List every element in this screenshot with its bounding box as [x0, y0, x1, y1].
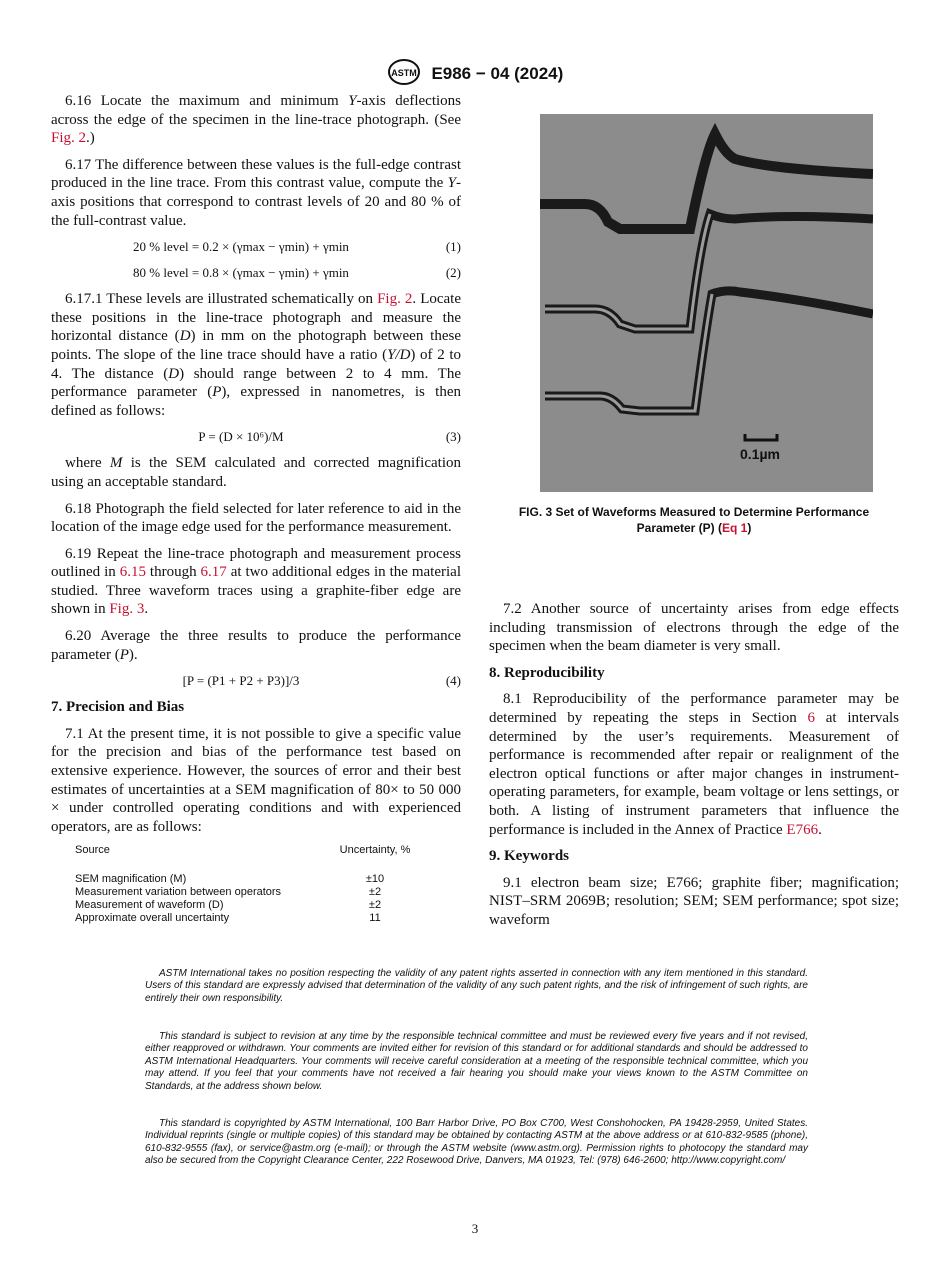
para-6-17: 6.17 The difference between these values is the full-edge contrast produced in the line trace. From this contrast value, compute the Y-axis positions that correspond to contrast levels of 20 and 80 % of the full-contrast value.: [51, 156, 461, 229]
scale-label: 0.1µm: [740, 446, 780, 462]
link-e766[interactable]: E766: [786, 821, 819, 838]
footer-patent-notice: ASTM International takes no position respecting the validity of any patent rights asserted in connection with any item mentioned in this standard. Users of this standard are expressly advised that determination of the validity of any such patent rights, and the risk of infringement of such rights, are entirely their own responsibility.: [145, 968, 808, 1004]
page-header: [0, 58, 950, 91]
link-6-17[interactable]: 6.17: [200, 564, 227, 581]
left-column: [51, 92, 461, 925]
section-7-heading: 7. Precision and Bias: [51, 699, 185, 716]
para-8-1: 8.1 Reproducibility of the performance parameter may be determined by repeating the steps in Section 6 at intervals determined by the user’s requirements. Measurement of performance is recommended after repair or realignment of the electron optical functions or after major changes in instrument-operating parameters, for example, beam voltage or lens settings, or both. A listing of instrument parameters that influence the performance is included in the Annex of Practice E766.: [489, 691, 899, 838]
link-fig-2[interactable]: Fig. 2: [51, 130, 87, 147]
para-6-17-1: 6.17.1 These levels are illustrated schematically on Fig. 2. Locate these positions in the line-trace photograph and measure the horizontal distance (D) in mm on the photograph between these points. The slope of the line trace should have a ratio (Y/D) of 2 to 4. The distance (D) should range between 2 to 4 mm. The performance parameter (P), expressed in nanometres, is then defined as follows:: [51, 291, 462, 419]
astm-logo: [387, 58, 421, 91]
link-section-6[interactable]: 6: [807, 709, 816, 726]
section-9-heading: 9. Keywords: [489, 848, 569, 865]
para-6-19: 6.19 Repeat the line-trace photograph and measurement process outlined in 6.15 through 6.17 at two additional edges in the material studied. Three waveform traces using a graphite-fiber edge are shown in Fig. 3.: [51, 545, 461, 618]
equation-3: P = (D × 10⁶)/M (3): [198, 429, 461, 445]
table-header: Source: [75, 844, 110, 857]
table-row: SEM magnification (M) ±10: [75, 873, 385, 886]
para-6-20: 6.20 Average the three results to produce the performance parameter (P).: [51, 628, 461, 663]
link-6-15[interactable]: 6.15: [119, 564, 146, 581]
right-column: [489, 600, 899, 938]
equation-2: 80 % level = 0.8 × (γmax − γmin) + γmin (2): [133, 265, 461, 281]
designation: E986 − 04 (2024): [431, 63, 564, 83]
para-7-1: 7.1 At the present time, it is not possible to give a specific value for the precision and bias of the performance test based on extensive experience. However, the sources of error and their best estimates of uncertainties at a SEM magnification of 80× to 50 000 × under controlled operating conditions and with experienced operators, are as follows:: [51, 725, 461, 835]
link-fig-2[interactable]: Fig. 2: [377, 291, 413, 308]
waveform-figure: [540, 114, 873, 492]
logo-text: ASTM: [390, 68, 417, 78]
section-8-heading: 8. Reproducibility: [489, 664, 605, 681]
page-number: 3: [471, 1221, 479, 1236]
equation-4: [P = (P1 + P2 + P3)]/3 (4): [182, 673, 461, 689]
table-row: Measurement of waveform (D) ±2: [75, 899, 382, 912]
para-9-1: 9.1 electron beam size; E766; graphite fiber; magnification; NIST–SRM 2069B; resolution; SEM; SEM performance; spot size; waveform: [489, 874, 899, 928]
para-6-16: 6.16 Locate the maximum and minimum Y-axis deflections across the edge of the specimen in the line-trace photograph. (See Fig. 2.): [51, 93, 462, 147]
para-6-18: 6.18 Photograph the field selected for later reference to aid in the location of the image edge used for the performance measurement.: [51, 500, 461, 536]
link-eq-1[interactable]: Eq 1: [722, 521, 748, 535]
para-7-2: 7.2 Another source of uncertainty arises from edge effects including transmission of electrons through the edge of the specimen when the beam diameter is very small.: [489, 601, 899, 655]
figure-caption: FIG. 3 Set of Waveforms Measured to Determine Performance Parameter (P) (Eq 1): [518, 505, 870, 535]
table-row: Approximate overall uncertainty 11: [75, 912, 381, 925]
footer-copyright-notice: This standard is copyrighted by ASTM International, 100 Barr Harbor Drive, PO Box C700, West Conshohocken, PA 19428-2959, United States. Individual reprints (single or multiple copies) of this standard may be obtained by contacting ASTM at the above address or at 610-832-9585 (phone), 610-832-9555 (fax), or service@astm.org (e-mail); or through the ASTM website (www.astm.org). Permission rights to photocopy the standard may also be secured from the Copyright Clearance Center, 222 Rosewood Drive, Danvers, MA 01923, Tel: (978) 646-2600; http://www.copyright.com/: [145, 1118, 808, 1167]
footer-revision-notice: This standard is subject to revision at any time by the responsible technical committee and must be reviewed every five years and if not revised, either reapproved or withdrawn. Your comments are invited either for revision of this standard or for additional standards and should be addressed to ASTM International Headquarters. Your comments will receive careful consideration at a meeting of the responsible technical committee, which you may attend. If you feel that your comments have not received a fair hearing you should make your views known to the ASTM Committee on Standards, at the address shown below.: [145, 1031, 808, 1092]
equation-1: 20 % level = 0.2 × (γmax − γmin) + γmin (1): [133, 239, 461, 255]
para-where: where M is the SEM calculated and corrected magnification using an acceptable standard.: [51, 455, 461, 490]
table-header: Uncertainty, %: [339, 844, 411, 857]
link-fig-3[interactable]: Fig. 3: [109, 601, 145, 618]
table-row: Measurement variation between operators ±2: [75, 886, 382, 899]
uncertainty-table: [75, 844, 435, 925]
